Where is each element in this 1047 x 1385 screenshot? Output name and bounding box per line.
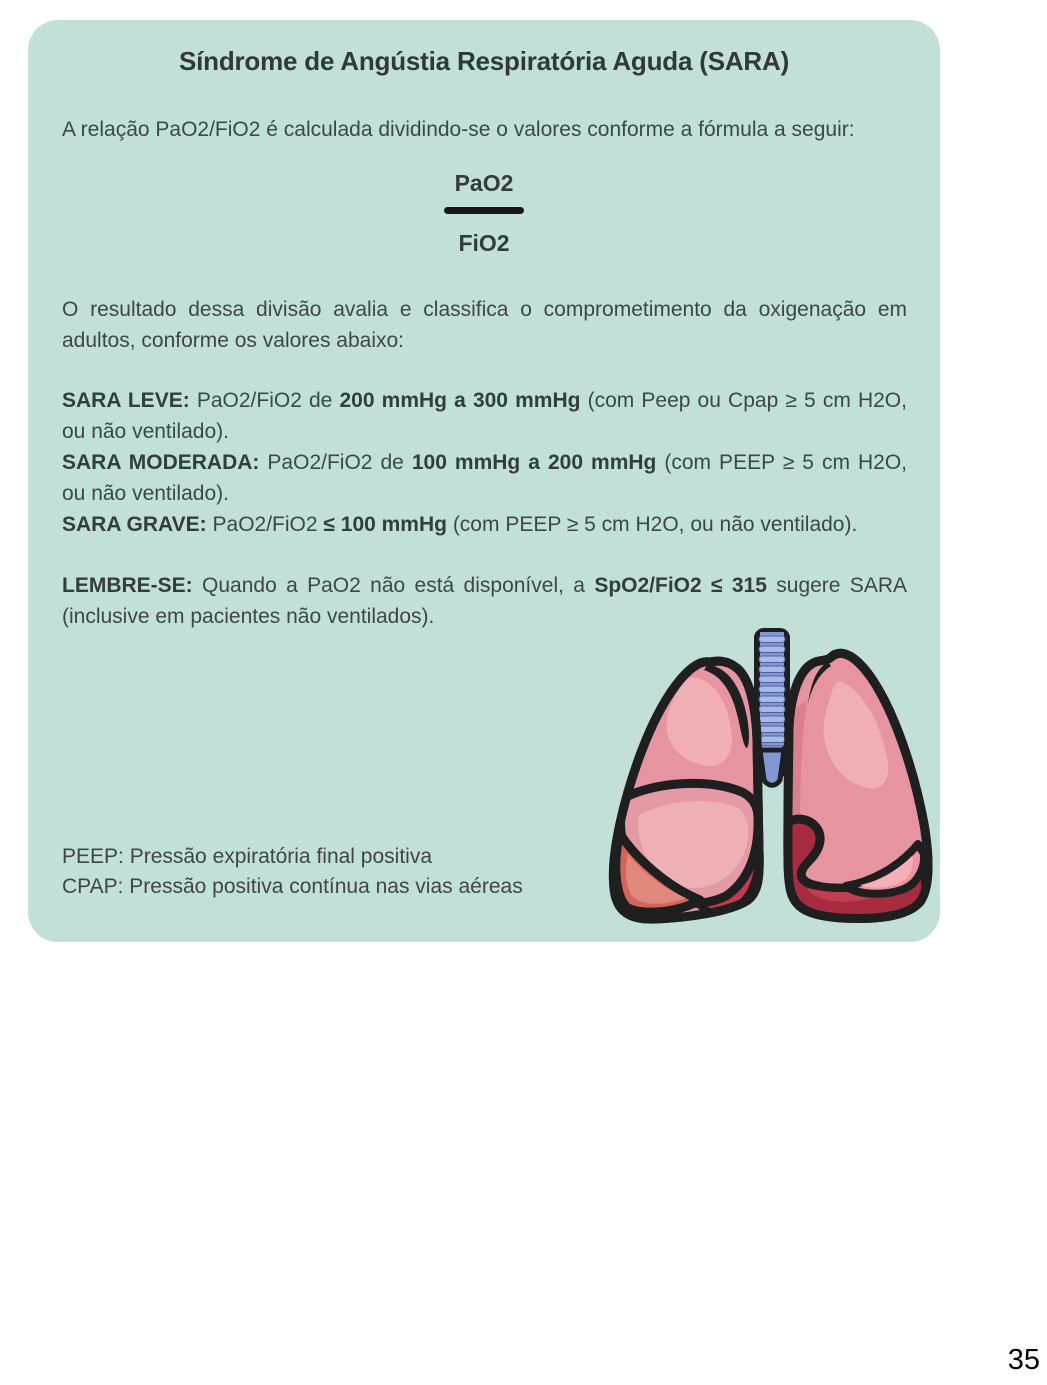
- classification-sara-leve: [62, 385, 907, 416]
- page-title: Síndrome de Angústia Respiratória Aguda (SARA): [178, 46, 790, 76]
- classification-label: SARA GRAVE:: [62, 513, 207, 536]
- classification-range: 100 mmHg a 200 mmHg: [411, 451, 657, 474]
- result-paragraph: [62, 294, 907, 356]
- classification-sara-moderada: [62, 447, 907, 478]
- classification-text: (com PEEP ≥ 5 cm H2O,: [656, 451, 907, 474]
- classification-text: PaO2/FiO2 de: [259, 451, 412, 474]
- sara-info-card: [28, 20, 940, 942]
- classification-range: 200 mmHg a 300 mmHg: [339, 389, 581, 412]
- formula-numerator: PaO2: [454, 170, 514, 196]
- lungs-illustration: [598, 620, 978, 940]
- reminder-line-1: [62, 570, 907, 601]
- right-lung: [784, 653, 928, 932]
- classification-sara-leve-cont: ou não ventilado).: [62, 420, 229, 443]
- classification-text: PaO2/FiO2: [206, 513, 324, 536]
- classification-text: (com Peep ou Cpap ≥ 5 cm H2O,: [580, 389, 907, 412]
- result-line-2: adultos, conforme os valores abaixo:: [62, 329, 405, 352]
- reminder-line-2: (inclusive em pacientes não ventilados).: [62, 605, 435, 628]
- classification-text: PaO2/FiO2 de: [189, 389, 340, 412]
- classification-sara-moderada-cont: ou não ventilado).: [62, 482, 229, 505]
- abbreviation-footnotes: [62, 842, 523, 902]
- fraction-bar: [444, 207, 524, 214]
- footnote-peep: PEEP: Pressão expiratória final positiva: [62, 845, 433, 868]
- reminder-label: LEMBRE-SE:: [62, 574, 193, 597]
- left-lung: [613, 661, 759, 919]
- classification-label: SARA MODERADA:: [62, 451, 260, 474]
- reminder-threshold: SpO2/FiO2 ≤ 315: [594, 574, 767, 597]
- classification-range: ≤ 100 mmHg: [323, 513, 447, 536]
- page-number: 35: [1007, 1344, 1040, 1376]
- classification-text: (com PEEP ≥ 5 cm H2O, ou não ventilado).: [446, 513, 858, 536]
- footnote-cpap: CPAP: Pressão positiva contínua nas vias aéreas: [62, 875, 523, 898]
- classification-sara-grave: [62, 509, 907, 540]
- formula-denominator: FiO2: [458, 230, 510, 256]
- classification-label: SARA LEVE:: [62, 389, 190, 412]
- reminder-text: Quando a PaO2 não está disponível, a: [192, 574, 595, 597]
- intro-paragraph: A relação PaO2/FiO2 é calculada dividindo-se o valores conforme a fórmula a seguir:: [62, 118, 855, 141]
- result-line-1: O resultado dessa divisão avalia e classifica o comprometimento da oxigenação em: [62, 298, 907, 321]
- reminder-text: sugere SARA: [766, 574, 907, 597]
- classification-list: [62, 385, 907, 540]
